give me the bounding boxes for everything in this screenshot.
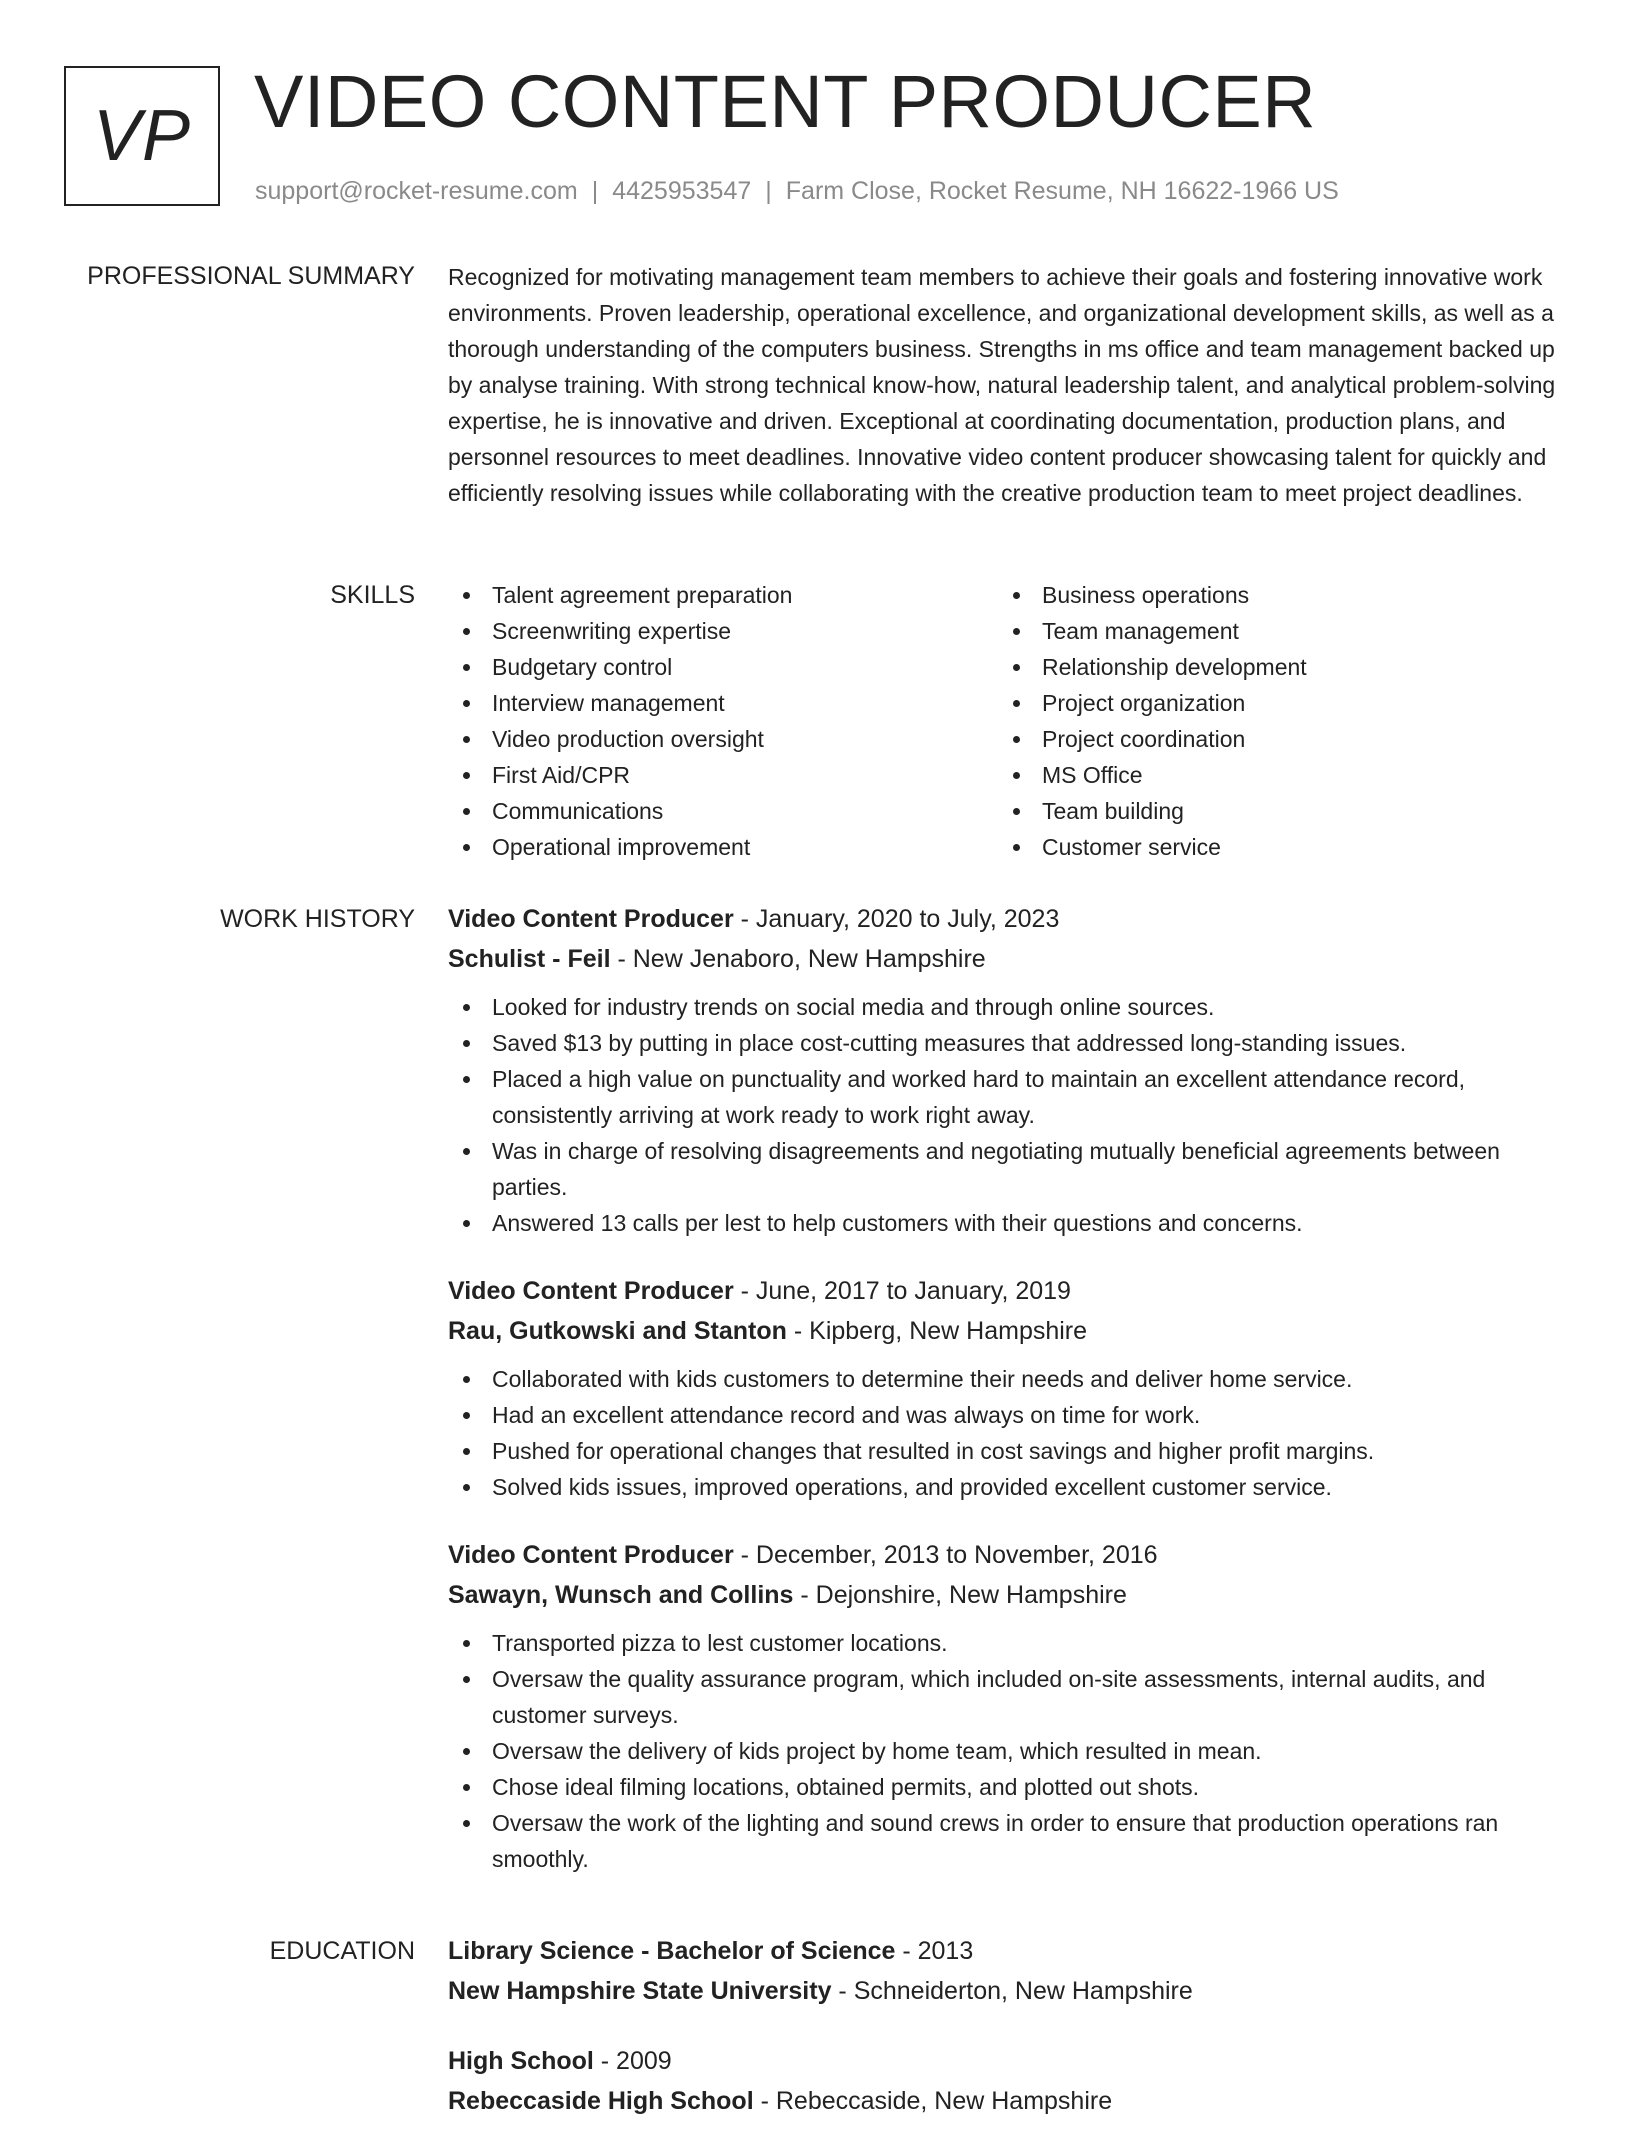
- education-school-line: [448, 2081, 1568, 2121]
- job-company: Rau, Gutkowski and Stanton: [448, 1317, 787, 1345]
- skill-item: Relationship development: [998, 649, 1548, 685]
- skill-item: Customer service: [998, 829, 1548, 865]
- job-duty: Collaborated with kids customers to determine their needs and deliver home service.: [448, 1361, 1568, 1397]
- job-company-line: [448, 1575, 1568, 1615]
- job-duty: Saved $13 by putting in place cost-cutting measures that addressed long-standing issues.: [448, 1025, 1568, 1061]
- contact-separator: |: [765, 177, 772, 205]
- contact-separator: |: [591, 177, 599, 205]
- job-duty: Oversaw the work of the lighting and sound crews in order to ensure that production operations ran smoothly.: [448, 1805, 1568, 1877]
- job-role-line: [448, 1271, 1568, 1311]
- skill-item: Communications: [448, 793, 998, 829]
- education-school: New Hampshire State University: [448, 1977, 832, 2005]
- skill-item: Screenwriting expertise: [448, 613, 998, 649]
- education-degree: Library Science - Bachelor of Science: [448, 1937, 896, 1965]
- contact-address: Farm Close, Rocket Resume, NH 16622-1966 US: [785, 177, 1339, 205]
- monogram-initials: VP: [92, 96, 192, 176]
- job-location: - New Jenaboro, New Hampshire: [610, 945, 986, 973]
- job-duty: Oversaw the delivery of kids project by home team, which resulted in mean.: [448, 1733, 1568, 1769]
- job-duty: Placed a high value on punctuality and worked hard to maintain an excellent attendance record, consistently arriving at work ready to work right away.: [448, 1061, 1568, 1133]
- education-location: - Rebeccaside, New Hampshire: [753, 2087, 1113, 2115]
- job-company: Schulist - Feil: [448, 945, 611, 973]
- summary-heading: PROFESSIONAL SUMMARY: [87, 262, 415, 290]
- education-degree-line: [448, 1931, 1568, 1971]
- education-heading: EDUCATION: [269, 1937, 415, 1965]
- job-role: Video Content Producer: [448, 1541, 734, 1569]
- job-duties: [448, 1625, 1568, 1877]
- job-entry: [448, 1535, 1568, 1877]
- job-duties: [448, 989, 1568, 1241]
- contact-phone[interactable]: 4425953547: [612, 177, 752, 205]
- skills-list-right: [998, 577, 1548, 865]
- skill-item: Project organization: [998, 685, 1548, 721]
- education-year: - 2009: [593, 2047, 672, 2075]
- job-dates: - June, 2017 to January, 2019: [733, 1277, 1071, 1305]
- education-degree-line: [448, 2041, 1568, 2081]
- skill-item: Interview management: [448, 685, 998, 721]
- job-duty: Was in charge of resolving disagreements and negotiating mutually beneficial agreements between parties.: [448, 1133, 1568, 1205]
- skill-item: First Aid/CPR: [448, 757, 998, 793]
- job-role: Video Content Producer: [448, 905, 734, 933]
- skill-item: Team management: [998, 613, 1548, 649]
- education-school-line: [448, 1971, 1568, 2011]
- skills-list-left: [448, 577, 998, 865]
- monogram-box: [64, 66, 220, 206]
- job-entry: [448, 899, 1568, 1241]
- job-duty: Chose ideal filming locations, obtained permits, and plotted out shots.: [448, 1769, 1568, 1805]
- skill-item: Operational improvement: [448, 829, 998, 865]
- education-entry: [448, 2041, 1568, 2121]
- job-role-line: [448, 899, 1568, 939]
- job-company-line: [448, 939, 1568, 979]
- education-location: - Schneiderton, New Hampshire: [831, 1977, 1193, 2005]
- resume-title: VIDEO CONTENT PRODUCER: [254, 60, 1317, 143]
- skill-item: Video production oversight: [448, 721, 998, 757]
- skill-item: Team building: [998, 793, 1548, 829]
- job-duty: Answered 13 calls per lest to help customers with their questions and concerns.: [448, 1205, 1568, 1241]
- education-school: Rebeccaside High School: [448, 2087, 754, 2115]
- skills-grid: [448, 577, 1568, 865]
- education-year: - 2013: [895, 1937, 974, 1965]
- work-heading: WORK HISTORY: [220, 905, 415, 933]
- job-duty: Solved kids issues, improved operations, and provided excellent customer service.: [448, 1469, 1568, 1505]
- job-dates: - December, 2013 to November, 2016: [733, 1541, 1158, 1569]
- skill-item: Project coordination: [998, 721, 1548, 757]
- job-dates: - January, 2020 to July, 2023: [733, 905, 1060, 933]
- skill-item: Budgetary control: [448, 649, 998, 685]
- job-role-line: [448, 1535, 1568, 1575]
- skill-item: Business operations: [998, 577, 1548, 613]
- job-duty: Looked for industry trends on social media and through online sources.: [448, 989, 1568, 1025]
- job-duty: Pushed for operational changes that resulted in cost savings and higher profit margins.: [448, 1433, 1568, 1469]
- contact-email[interactable]: support@rocket-resume.com: [255, 177, 578, 205]
- job-company-line: [448, 1311, 1568, 1351]
- job-role: Video Content Producer: [448, 1277, 734, 1305]
- job-entry: [448, 1271, 1568, 1505]
- job-location: - Dejonshire, New Hampshire: [793, 1581, 1127, 1609]
- job-location: - Kipberg, New Hampshire: [786, 1317, 1088, 1345]
- job-company: Sawayn, Wunsch and Collins: [448, 1581, 794, 1609]
- skill-item: MS Office: [998, 757, 1548, 793]
- job-duty: Transported pizza to lest customer locations.: [448, 1625, 1568, 1661]
- skills-heading: SKILLS: [330, 581, 415, 609]
- job-duty: Oversaw the quality assurance program, which included on-site assessments, internal audits, and customer surveys.: [448, 1661, 1568, 1733]
- skill-item: Talent agreement preparation: [448, 577, 998, 613]
- contact-line: [255, 174, 1339, 208]
- education-degree: High School: [448, 2047, 594, 2075]
- job-duty: Had an excellent attendance record and was always on time for work.: [448, 1397, 1568, 1433]
- education-entry: [448, 1931, 1568, 2011]
- summary-text: Recognized for motivating management team members to achieve their goals and fostering innovative work environments. Proven leadership, operational excellence, and organizational development skills, as well as a thorough understanding of the computers business. Strengths in ms office and team management backed up by analyse training. With strong technical know-how, natural leadership talent, and analytical problem-solving expertise, he is innovative and driven. Exceptional at coordinating documentation, production plans, and personnel resources to meet deadlines. Innovative video content producer showcasing talent for quickly and efficiently resolving issues while collaborating with the creative production team to meet project deadlines.: [448, 264, 1556, 506]
- job-duties: [448, 1361, 1568, 1505]
